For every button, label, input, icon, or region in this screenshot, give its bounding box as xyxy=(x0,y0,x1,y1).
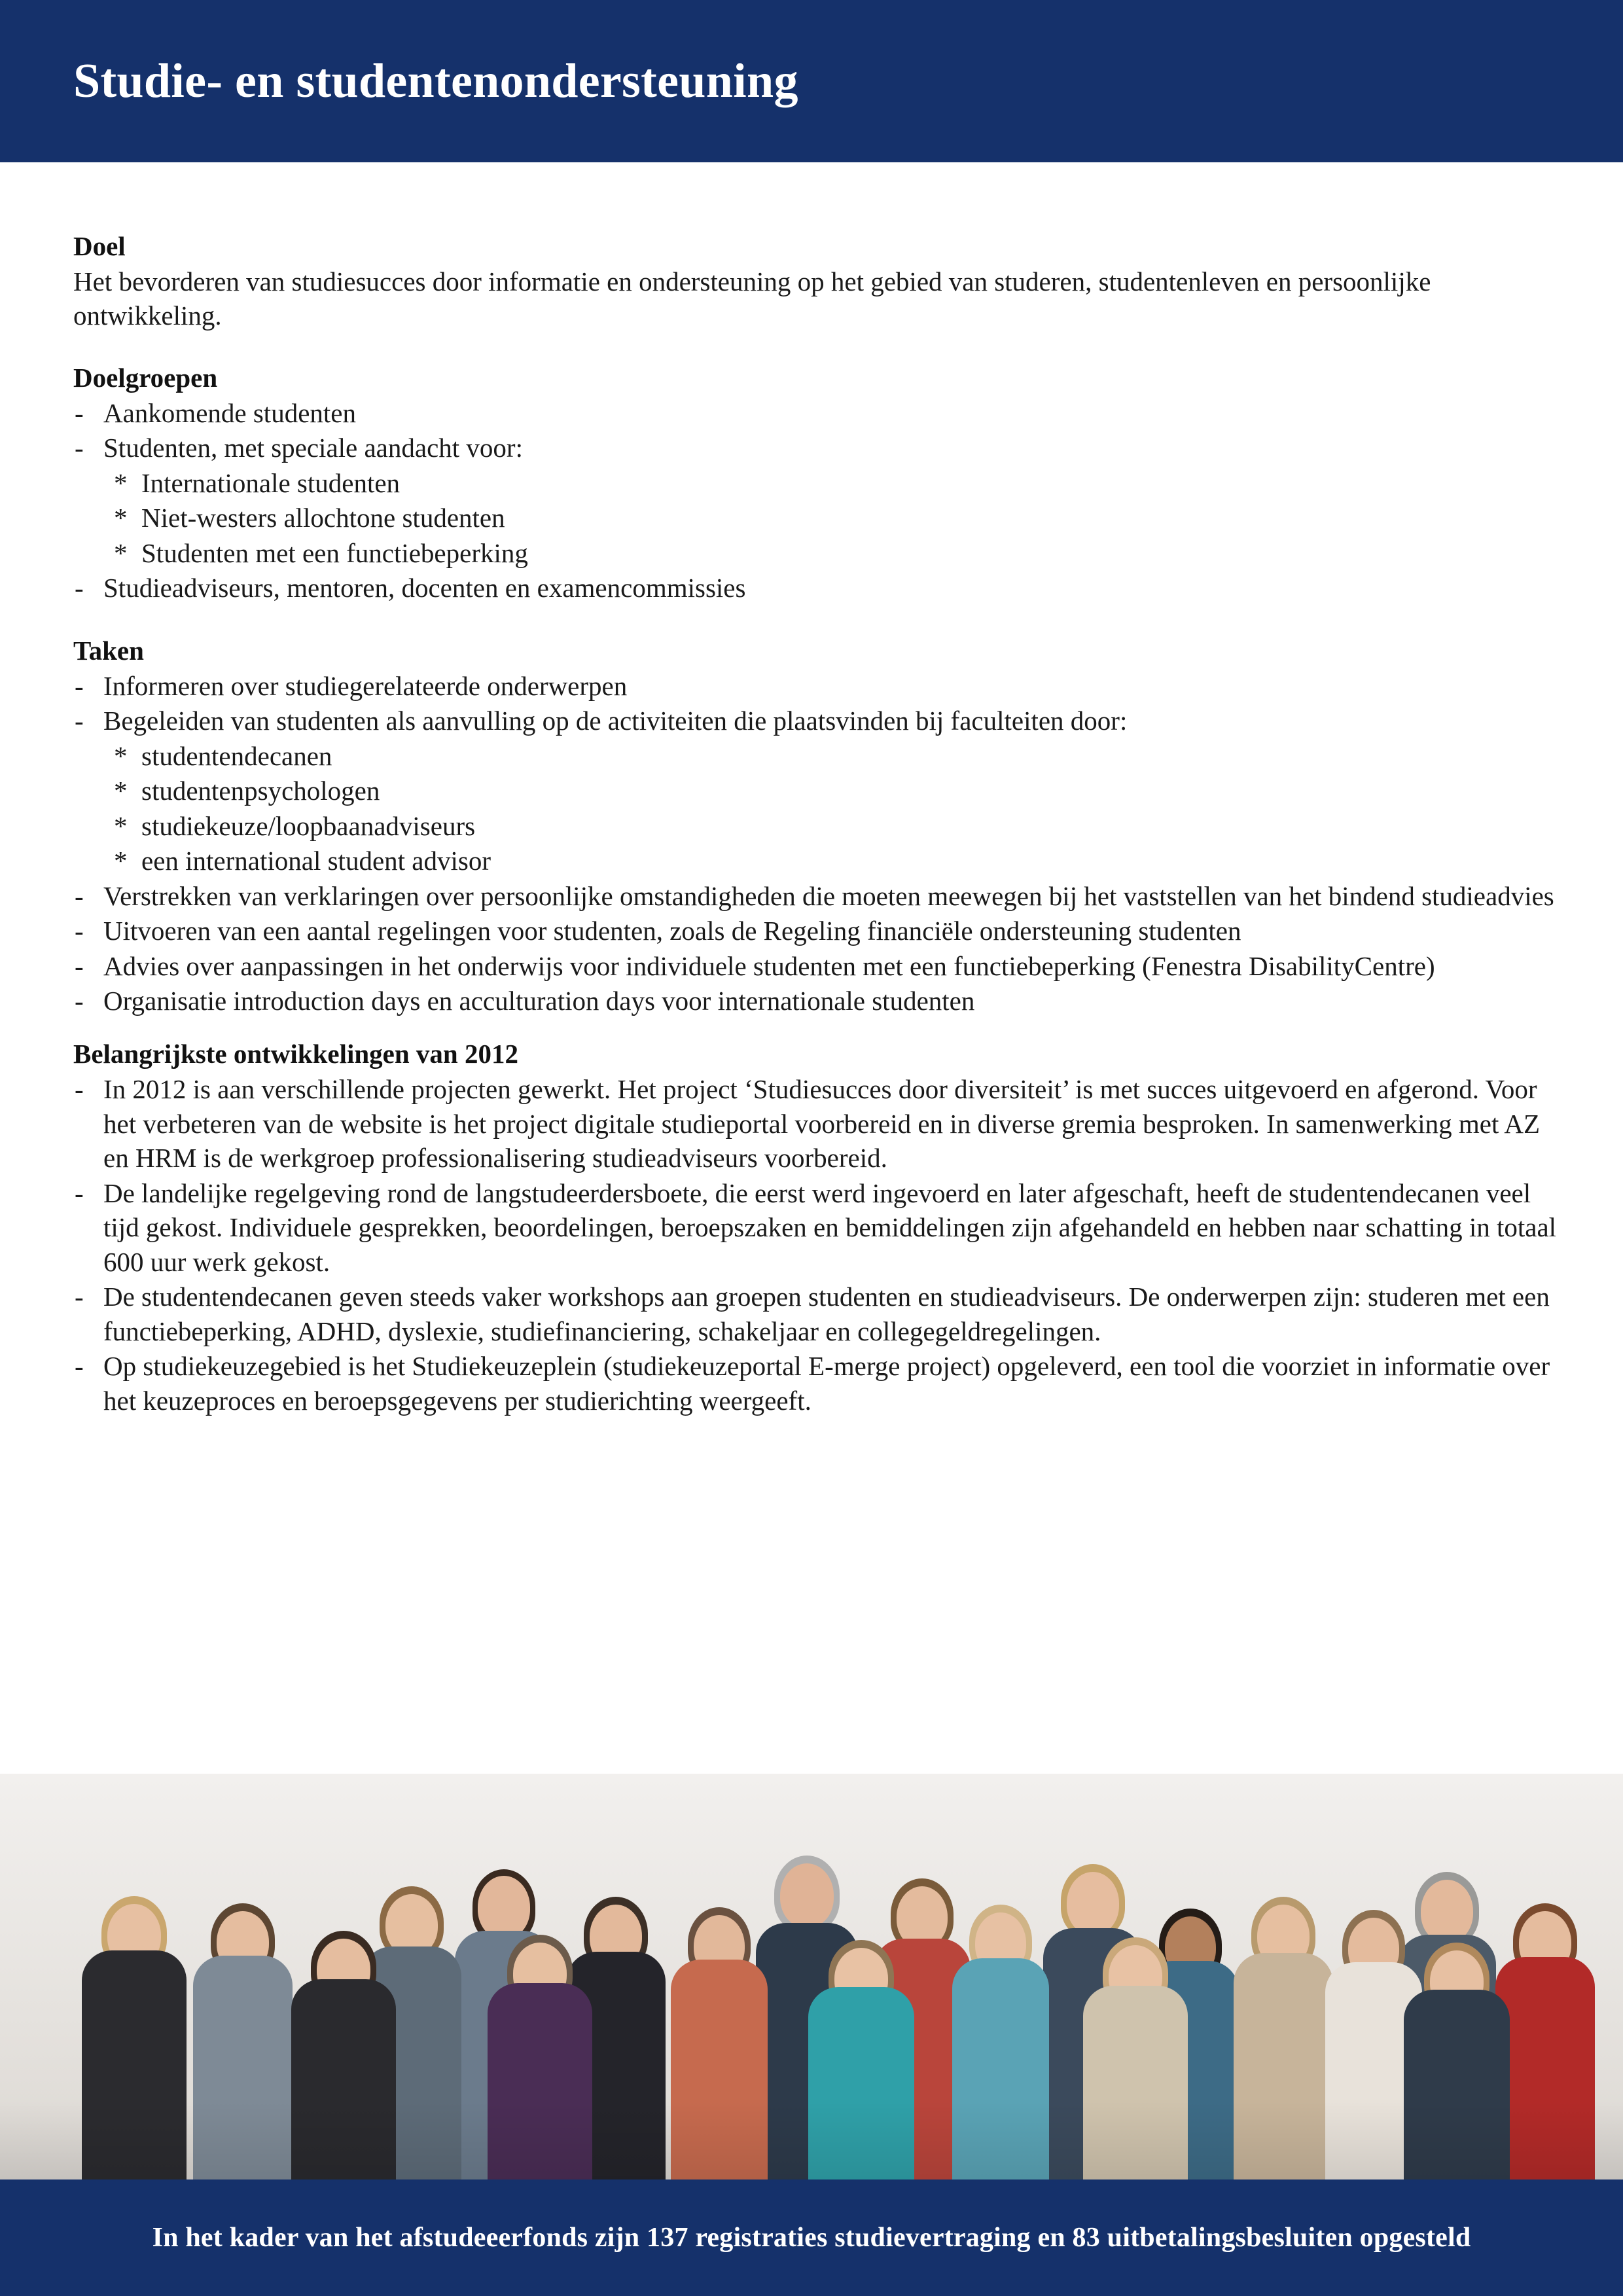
page-footer xyxy=(0,2179,1623,2296)
list-item-text: Informeren over studiegerelateerde onderwerpen xyxy=(103,670,628,701)
list-item-text: Aankomende studenten xyxy=(103,397,356,428)
list-marker: - xyxy=(75,1282,84,1312)
list-item-text: Uitvoeren van een aantal regelingen voor studenten, zoals de Regeling financiële ondersteuning studenten xyxy=(103,916,1241,946)
photo-shadow xyxy=(0,2101,1623,2179)
list-item-text: Advies over aanpassingen in het onderwijs voor individuele studenten met een functiebeperking (Fenestra DisabilityCentre) xyxy=(103,950,1435,981)
list-item-text: een international student advisor xyxy=(141,846,491,876)
taken-list xyxy=(73,669,1558,738)
list-item-text: De studentendecanen geven steeds vaker workshops aan groepen studenten en studieadviseurs. De onderwerpen zijn: studeren met een functiebeperking, ADHD, dyslexie, studiefinanciering, schakeljaar en collegegeldregelingen. xyxy=(103,1282,1550,1346)
list-item-text: studiekeuze/loopbaanadviseurs xyxy=(141,810,476,841)
list-marker: - xyxy=(75,573,84,603)
footer-caption: In het kader van het afstudeeerfonds zijn 137 registraties studievertraging en 83 uitbetalingsbesluiten opgesteld xyxy=(152,2223,1471,2253)
doelgroepen-list xyxy=(73,396,1558,465)
taken-list-after xyxy=(73,879,1558,1018)
list-marker: - xyxy=(75,950,84,981)
list-item-text: Organisatie introduction days en acculturation days voor internationale studenten xyxy=(103,985,975,1016)
list-item xyxy=(73,984,1558,1018)
list-item xyxy=(73,1072,1558,1175)
list-marker: * xyxy=(114,846,128,876)
list-marker: - xyxy=(75,433,84,463)
list-marker: * xyxy=(114,740,128,771)
section-title-ontwikkelingen: Belangrijkste ontwikkelingen van 2012 xyxy=(73,1039,518,1069)
list-item xyxy=(73,466,1558,500)
list-marker: - xyxy=(75,916,84,946)
list-item xyxy=(73,669,1558,703)
doelgroepen-list-after xyxy=(73,571,1558,605)
doelgroepen-sublist xyxy=(73,466,1558,570)
list-item-text: Studenten met een functiebeperking xyxy=(141,537,528,568)
group-photo xyxy=(0,1774,1623,2179)
list-item xyxy=(73,1176,1558,1279)
list-item-text: De landelijke regelgeving rond de langstudeerdersboete, die eerst werd ingevoerd en later afgeschaft, heeft de studentendecanen veel tijd gekost. Individuele gesprekken, beoordelingen, beroepszaken en bemiddelingen zijn afgehandeld en hebben naar schatting in totaal 600 uur werk gekost. xyxy=(103,1177,1557,1277)
list-marker: * xyxy=(114,537,128,568)
list-item xyxy=(73,704,1558,738)
list-item-text: Studieadviseurs, mentoren, docenten en examencommissies xyxy=(103,573,746,603)
list-item-text: studentenpsychologen xyxy=(141,776,380,806)
list-item xyxy=(73,774,1558,808)
list-item-text: Begeleiden van studenten als aanvulling op de activiteiten die plaatsvinden bij faculteiten door: xyxy=(103,706,1128,736)
list-item xyxy=(73,879,1558,913)
list-item xyxy=(73,914,1558,948)
list-item-text: Niet-westers allochtone studenten xyxy=(141,503,505,533)
list-marker: * xyxy=(114,503,128,533)
list-item xyxy=(73,536,1558,570)
list-item xyxy=(73,809,1558,843)
section-title-taken: Taken xyxy=(73,635,144,666)
section-ontwikkelingen xyxy=(73,1038,1558,1418)
list-item-text: Internationale studenten xyxy=(141,467,401,498)
list-item xyxy=(73,571,1558,605)
list-item-text: In 2012 is aan verschillende projecten gewerkt. Het project ‘Studiesucces door diversiteit’ is met succes uitgevoerd en afgerond. Voor het verbeteren van de website is het project digitale studieportal voorbereid en in diverse gremia besproken. In samenwerking met AZ en HRM is de werkgroep professionalisering studieadviseurs voorbereid. xyxy=(103,1074,1541,1174)
list-marker: - xyxy=(75,670,84,701)
section-doel xyxy=(73,230,1558,333)
list-item-text: studentendecanen xyxy=(141,740,332,771)
section-text-doel: Het bevorderen van studiesucces door informatie en ondersteuning op het gebied van studeren, studentenleven en persoonlijke ontwikkeling. xyxy=(73,266,1431,331)
list-marker: * xyxy=(114,776,128,806)
list-item xyxy=(73,501,1558,535)
page-title: Studie- en studentenondersteuning xyxy=(73,54,798,108)
section-title-doelgroepen: Doelgroepen xyxy=(73,362,218,393)
list-item xyxy=(73,949,1558,983)
list-item xyxy=(73,739,1558,773)
section-title-doel: Doel xyxy=(73,231,126,261)
list-item xyxy=(73,431,1558,465)
list-marker: - xyxy=(75,880,84,911)
list-item xyxy=(73,396,1558,430)
list-marker: - xyxy=(75,706,84,736)
list-marker: - xyxy=(75,1177,84,1208)
section-doelgroepen xyxy=(73,362,1558,605)
list-marker: - xyxy=(75,397,84,428)
list-item-text: Verstrekken van verklaringen over persoonlijke omstandigheden die moeten meewegen bij het vaststellen van het bindend studieadvies xyxy=(103,880,1554,911)
list-item xyxy=(73,844,1558,878)
list-marker: * xyxy=(114,810,128,841)
document-body xyxy=(73,230,1558,1418)
list-item xyxy=(73,1349,1558,1418)
page-header xyxy=(0,0,1623,162)
list-item-text: Studenten, met speciale aandacht voor: xyxy=(103,433,523,463)
list-marker: - xyxy=(75,1074,84,1105)
list-marker: * xyxy=(114,467,128,498)
ontwikkelingen-list xyxy=(73,1072,1558,1418)
section-taken xyxy=(73,635,1558,1018)
list-marker: - xyxy=(75,1351,84,1382)
list-item-text: Op studiekeuzegebied is het Studiekeuzeplein (studiekeuzeportal E-merge project) opgeleverd, een tool die voorziet in informatie over het keuzeproces en beroepsgegevens per studierichting weergeeft. xyxy=(103,1351,1550,1416)
list-marker: - xyxy=(75,985,84,1016)
taken-sublist xyxy=(73,739,1558,878)
list-item xyxy=(73,1280,1558,1348)
